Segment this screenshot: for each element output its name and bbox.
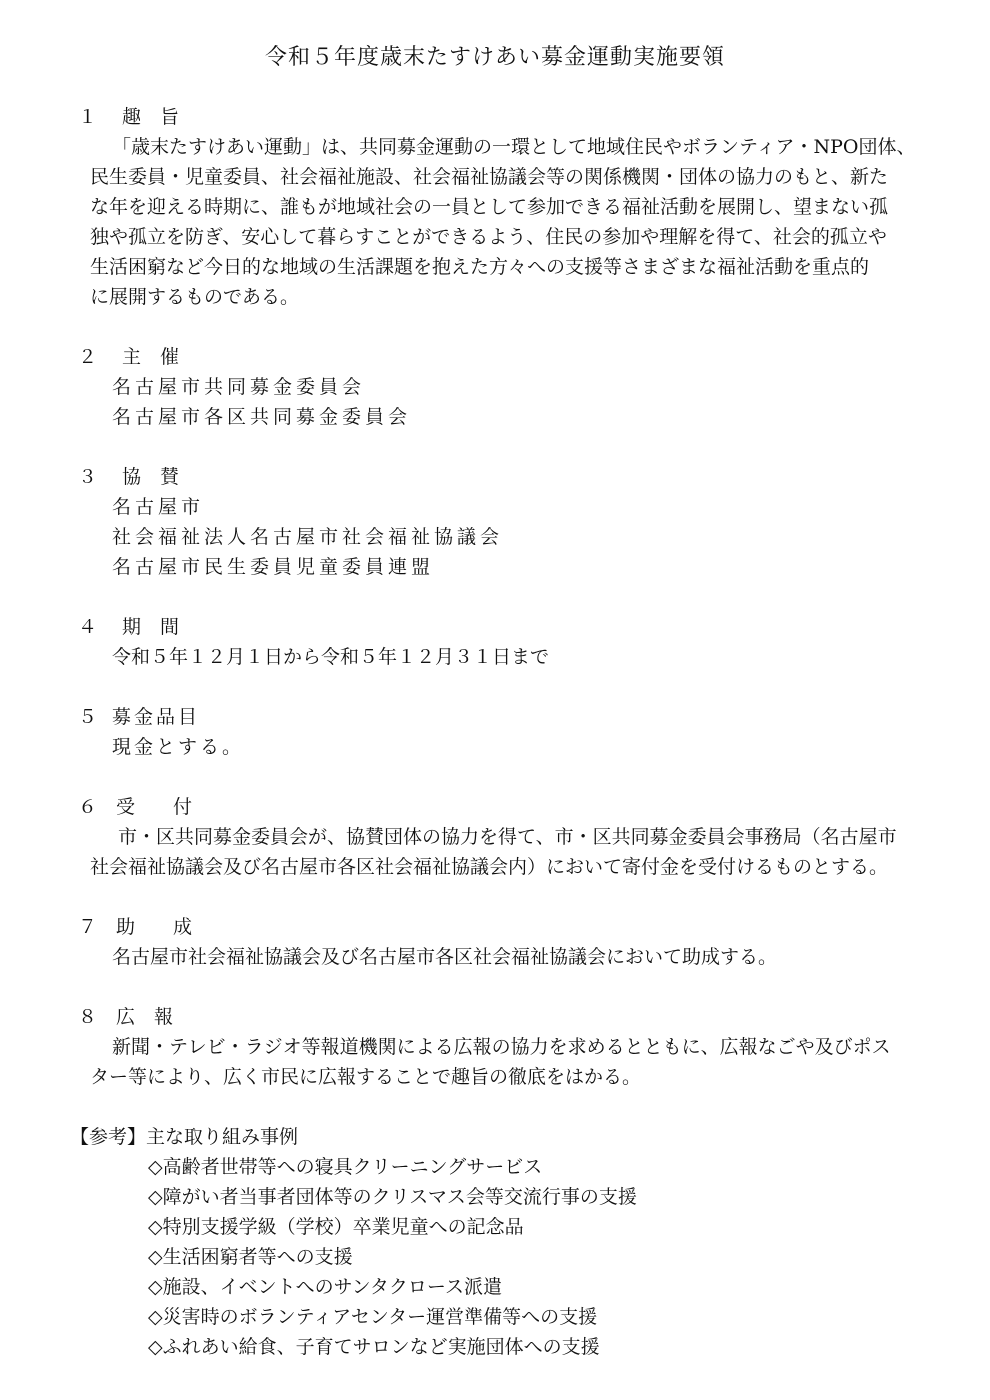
section-7-number: ７ — [78, 916, 98, 938]
reference-heading: 【参考】主な取り組み事例 — [70, 1126, 299, 1148]
section-5-line-1: 現金とする。 — [112, 736, 245, 758]
section-1-line-6: に展開するものである。 — [90, 286, 300, 308]
reference-item-2: ◇障がい者当事者団体等のクリスマス会等交流行事の支援 — [148, 1186, 637, 1208]
section-3-number: ３ — [78, 466, 98, 488]
section-1-line-5: 生活困窮など今日的な地域の生活課題を抱えた方々への支援等さまざまな福祉活動を重点的 — [90, 256, 870, 278]
section-4-line-1: 令和５年１２月１日から令和５年１２月３１日まで — [112, 646, 550, 668]
section-5-heading: 募金品目 — [112, 706, 201, 728]
section-1-line-3: な年を迎える時期に、誰もが地域社会の一員として参加できる福祉活動を展開し、望まない孤 — [90, 196, 889, 218]
reference-item-5: ◇施設、イベントへのサンタクロース派遣 — [148, 1276, 502, 1298]
section-2-line-2: 名古屋市各区共同募金委員会 — [112, 406, 412, 428]
section-1-heading: 趣 旨 — [122, 106, 180, 128]
section-3-heading: 協 賛 — [122, 466, 180, 488]
reference-item-3: ◇特別支援学級（学校）卒業児童への記念品 — [148, 1216, 524, 1238]
section-6-heading: 受 付 — [116, 796, 193, 818]
section-1-line-2: 民生委員・児童委員、社会福祉施設、社会福祉協議会等の関係機関・団体の協力のもと、新た — [90, 166, 889, 188]
reference-item-6: ◇災害時のボランティアセンター運営準備等への支援 — [148, 1306, 598, 1328]
section-8-line-2: ター等により、広く市民に広報することで趣旨の徹底をはかる。 — [90, 1066, 642, 1088]
section-6-number: ６ — [78, 796, 98, 818]
section-1-line-1: 「歳末たすけあい運動」は、共同募金運動の一環として地域住民やボランティア・NPO団体、 — [112, 136, 916, 158]
section-1-number: １ — [78, 106, 98, 128]
section-8-number: ８ — [78, 1006, 98, 1028]
section-3-line-1: 名古屋市 — [112, 496, 205, 518]
section-2-heading: 主 催 — [122, 346, 180, 368]
reference-item-1: ◇高齢者世帯等への寝具クリーニングサービス — [148, 1156, 543, 1178]
section-8-line-1: 新聞・テレビ・ラジオ等報道機関による広報の協力を求めるとともに、広報なごや及びポス — [112, 1036, 891, 1058]
section-6-line-2: 社会福祉協議会及び名古屋市各区社会福祉協議会内）において寄付金を受付けるものとする。 — [90, 856, 889, 878]
document-title: 令和５年度歳末たすけあい募金運動実施要領 — [264, 45, 725, 70]
reference-item-4: ◇生活困窮者等への支援 — [148, 1246, 353, 1268]
section-2-line-1: 名古屋市共同募金委員会 — [112, 376, 366, 398]
section-4-number: ４ — [78, 616, 98, 638]
section-5-number: ５ — [78, 706, 98, 728]
section-7-heading: 助 成 — [116, 916, 193, 938]
section-3-line-2: 社会福祉法人名古屋市社会福祉協議会 — [112, 526, 504, 548]
section-3-line-3: 名古屋市民生委員児童委員連盟 — [112, 556, 435, 578]
section-4-heading: 期 間 — [122, 616, 180, 638]
section-7-line-1: 名古屋市社会福祉協議会及び名古屋市各区社会福祉協議会において助成する。 — [112, 946, 778, 968]
section-6-line-1: 市・区共同募金委員会が、協賛団体の協力を得て、市・区共同募金委員会事務局（名古屋市 — [118, 826, 897, 848]
reference-item-7: ◇ふれあい給食、子育てサロンなど実施団体への支援 — [148, 1336, 600, 1358]
section-2-number: ２ — [78, 346, 98, 368]
section-1-line-4: 独や孤立を防ぎ、安心して暮らすことができるよう、住民の参加や理解を得て、社会的孤立や — [90, 226, 887, 248]
section-8-heading: 広 報 — [116, 1006, 174, 1028]
